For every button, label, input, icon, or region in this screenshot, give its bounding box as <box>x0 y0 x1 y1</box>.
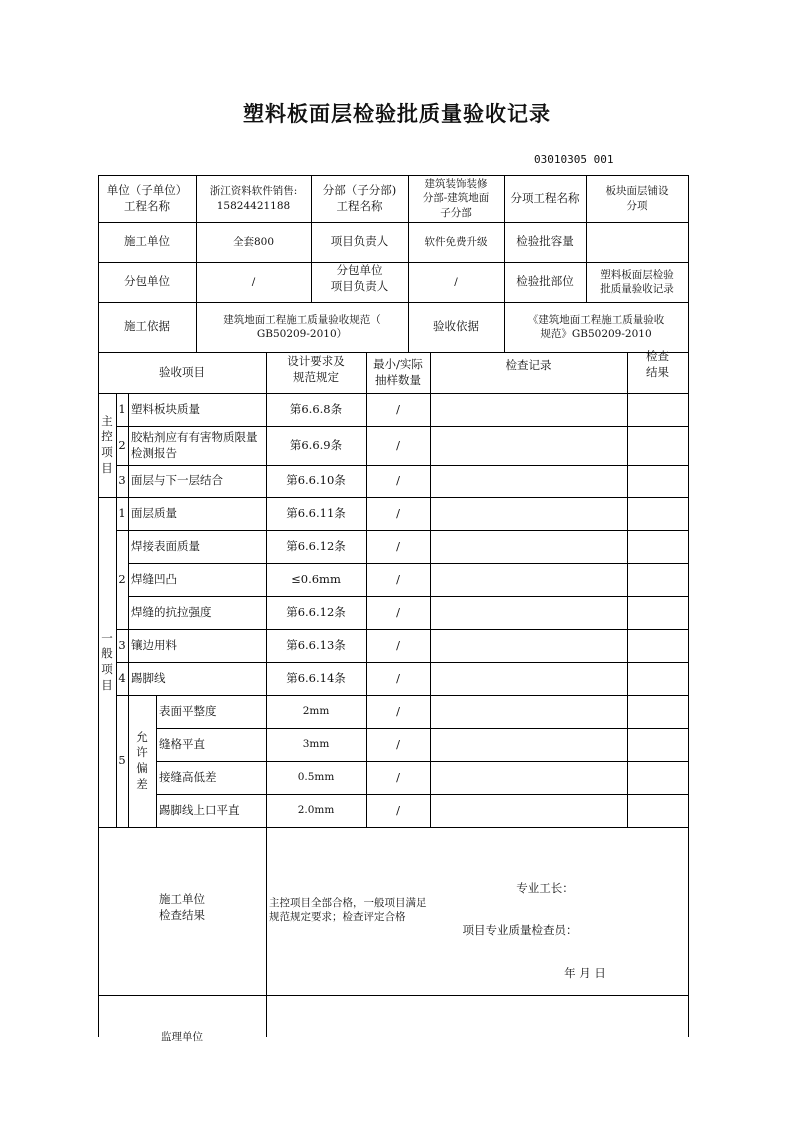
subcontractor-label: 分包单位 <box>124 274 170 289</box>
acceptance-value: 《建筑地面工程施工质量验收 规范》GB50209-2010 <box>527 313 665 340</box>
grid-line <box>627 352 628 827</box>
item-sample: / <box>396 437 400 452</box>
item-name: 焊缝的抗拉强度 <box>131 604 212 619</box>
unit-label: 单位（子单位） 工程名称 <box>106 182 188 213</box>
column-design: 设计要求及 规范规定 <box>287 354 345 384</box>
supervision-label: 监理单位 <box>161 1031 203 1043</box>
item-spec: 第6.6.11条 <box>286 505 346 520</box>
item-name: 胶粘剂应有有害物质限量 检测报告 <box>131 429 258 460</box>
deviation-name: 接缝高低差 <box>159 769 217 784</box>
column-item: 验收项目 <box>159 364 205 379</box>
deviation-spec: 2mm <box>302 705 330 718</box>
deviation-name: 踢脚线上口平直 <box>159 802 240 817</box>
item-sample: / <box>396 401 400 416</box>
sub-pm-value: / <box>454 275 458 288</box>
basis-label: 施工依据 <box>124 319 170 334</box>
item-name: 塑料板块质量 <box>131 401 200 416</box>
main-control-group-label: 主 控 项 目 <box>101 413 113 475</box>
item-name: 踢脚线 <box>131 670 166 685</box>
item-name: 面层质量 <box>131 505 177 520</box>
page-title: 塑料板面层检验批质量验收记录 <box>243 101 551 126</box>
item-spec: 第6.6.9条 <box>289 437 343 452</box>
deviation-name: 缝格平直 <box>159 736 205 751</box>
item-name: 镶边用料 <box>131 637 177 652</box>
date-label: 年 月 日 <box>564 966 606 981</box>
basis-value: 建筑地面工程施工质量验收规范（ GB50209-2010） <box>223 313 381 340</box>
item-name: 焊接表面质量 <box>131 538 200 553</box>
item-number: 3 <box>118 637 126 652</box>
unit-value: 浙江资料软件销售: 15824421188 <box>209 185 298 212</box>
item-sample: / <box>396 473 400 488</box>
deviation-number: 5 <box>118 753 126 768</box>
foreman-label: 专业工长： <box>516 881 574 896</box>
grid-line <box>98 995 688 996</box>
deviation-sample: / <box>396 769 400 784</box>
item-spec: 第6.6.10条 <box>286 473 346 488</box>
pm-value: 软件免费升级 <box>424 235 488 248</box>
capacity-label: 检验批容量 <box>516 234 574 249</box>
column-result: 检查 结果 <box>646 348 669 379</box>
general-group-label: 一 般 项 目 <box>101 630 113 692</box>
item-name: 面层与下一层结合 <box>131 473 223 488</box>
conclusion-text: 主控项目全部合格，一般项目满足 规范规定要求；检查评定合格 <box>269 896 427 923</box>
subitem-label: 分项工程名称 <box>510 190 580 205</box>
item-sample: / <box>396 670 400 685</box>
deviation-group-label: 允 许 偏 差 <box>136 729 148 791</box>
division-label: 分部（子分部) 工程名称 <box>322 182 397 213</box>
item-name: 焊缝凹凸 <box>131 571 177 586</box>
pm-label: 项目负责人 <box>330 234 389 249</box>
item-spec: 第6.6.13条 <box>286 637 346 652</box>
contractor-label: 施工单位 <box>124 234 170 249</box>
item-sample: / <box>396 505 400 520</box>
deviation-spec: 0.5mm <box>297 771 335 784</box>
column-record: 检查记录 <box>505 358 552 373</box>
item-spec: 第6.6.14条 <box>286 670 346 685</box>
item-sample: / <box>396 604 400 619</box>
item-number: 3 <box>118 473 126 488</box>
inspector-label: 项目专业质量检查员： <box>462 923 578 938</box>
item-number: 1 <box>118 401 126 416</box>
deviation-name: 表面平整度 <box>159 703 217 718</box>
item-spec: ≤0.6mm <box>291 571 341 586</box>
check-result-label: 施工单位 检查结果 <box>159 891 205 922</box>
item-spec: 第6.6.8条 <box>289 401 343 416</box>
grid-line <box>116 530 128 531</box>
item-number: 2 <box>118 571 126 586</box>
location-label: 检验批部位 <box>516 274 574 289</box>
deviation-spec: 2.0mm <box>297 804 335 817</box>
grid-line <box>116 629 688 630</box>
capacity-value <box>586 222 688 262</box>
item-spec: 第6.6.12条 <box>286 604 346 619</box>
sub-pm-label: 分包单位 项目负责人 <box>330 263 389 293</box>
item-sample: / <box>396 637 400 652</box>
deviation-sample: / <box>396 703 400 718</box>
location-value: 塑料板面层检验 批质量验收记录 <box>600 268 674 295</box>
item-number: 1 <box>118 505 126 520</box>
division-value: 建筑装饰装修 分部-建筑地面 子分部 <box>422 178 490 219</box>
grid-line <box>98 827 688 828</box>
acceptance-label: 验收依据 <box>433 319 479 334</box>
deviation-sample: / <box>396 736 400 751</box>
deviation-spec: 3mm <box>302 738 330 751</box>
item-sample: / <box>396 571 400 586</box>
grid-line <box>688 175 689 1037</box>
item-sample: / <box>396 538 400 553</box>
item-number: 4 <box>118 670 126 685</box>
item-number: 2 <box>118 437 126 452</box>
subcontractor-value: / <box>251 275 256 288</box>
grid-line <box>430 352 431 827</box>
contractor-value: 全套800 <box>232 235 275 248</box>
grid-line <box>116 662 688 663</box>
subitem-value: 板块面层铺设 分项 <box>605 185 669 212</box>
deviation-sample: / <box>396 802 400 817</box>
form-code: 03010305 001 <box>534 153 614 166</box>
item-spec: 第6.6.12条 <box>286 538 346 553</box>
column-sample: 最小/实际 抽样数量 <box>373 356 423 387</box>
